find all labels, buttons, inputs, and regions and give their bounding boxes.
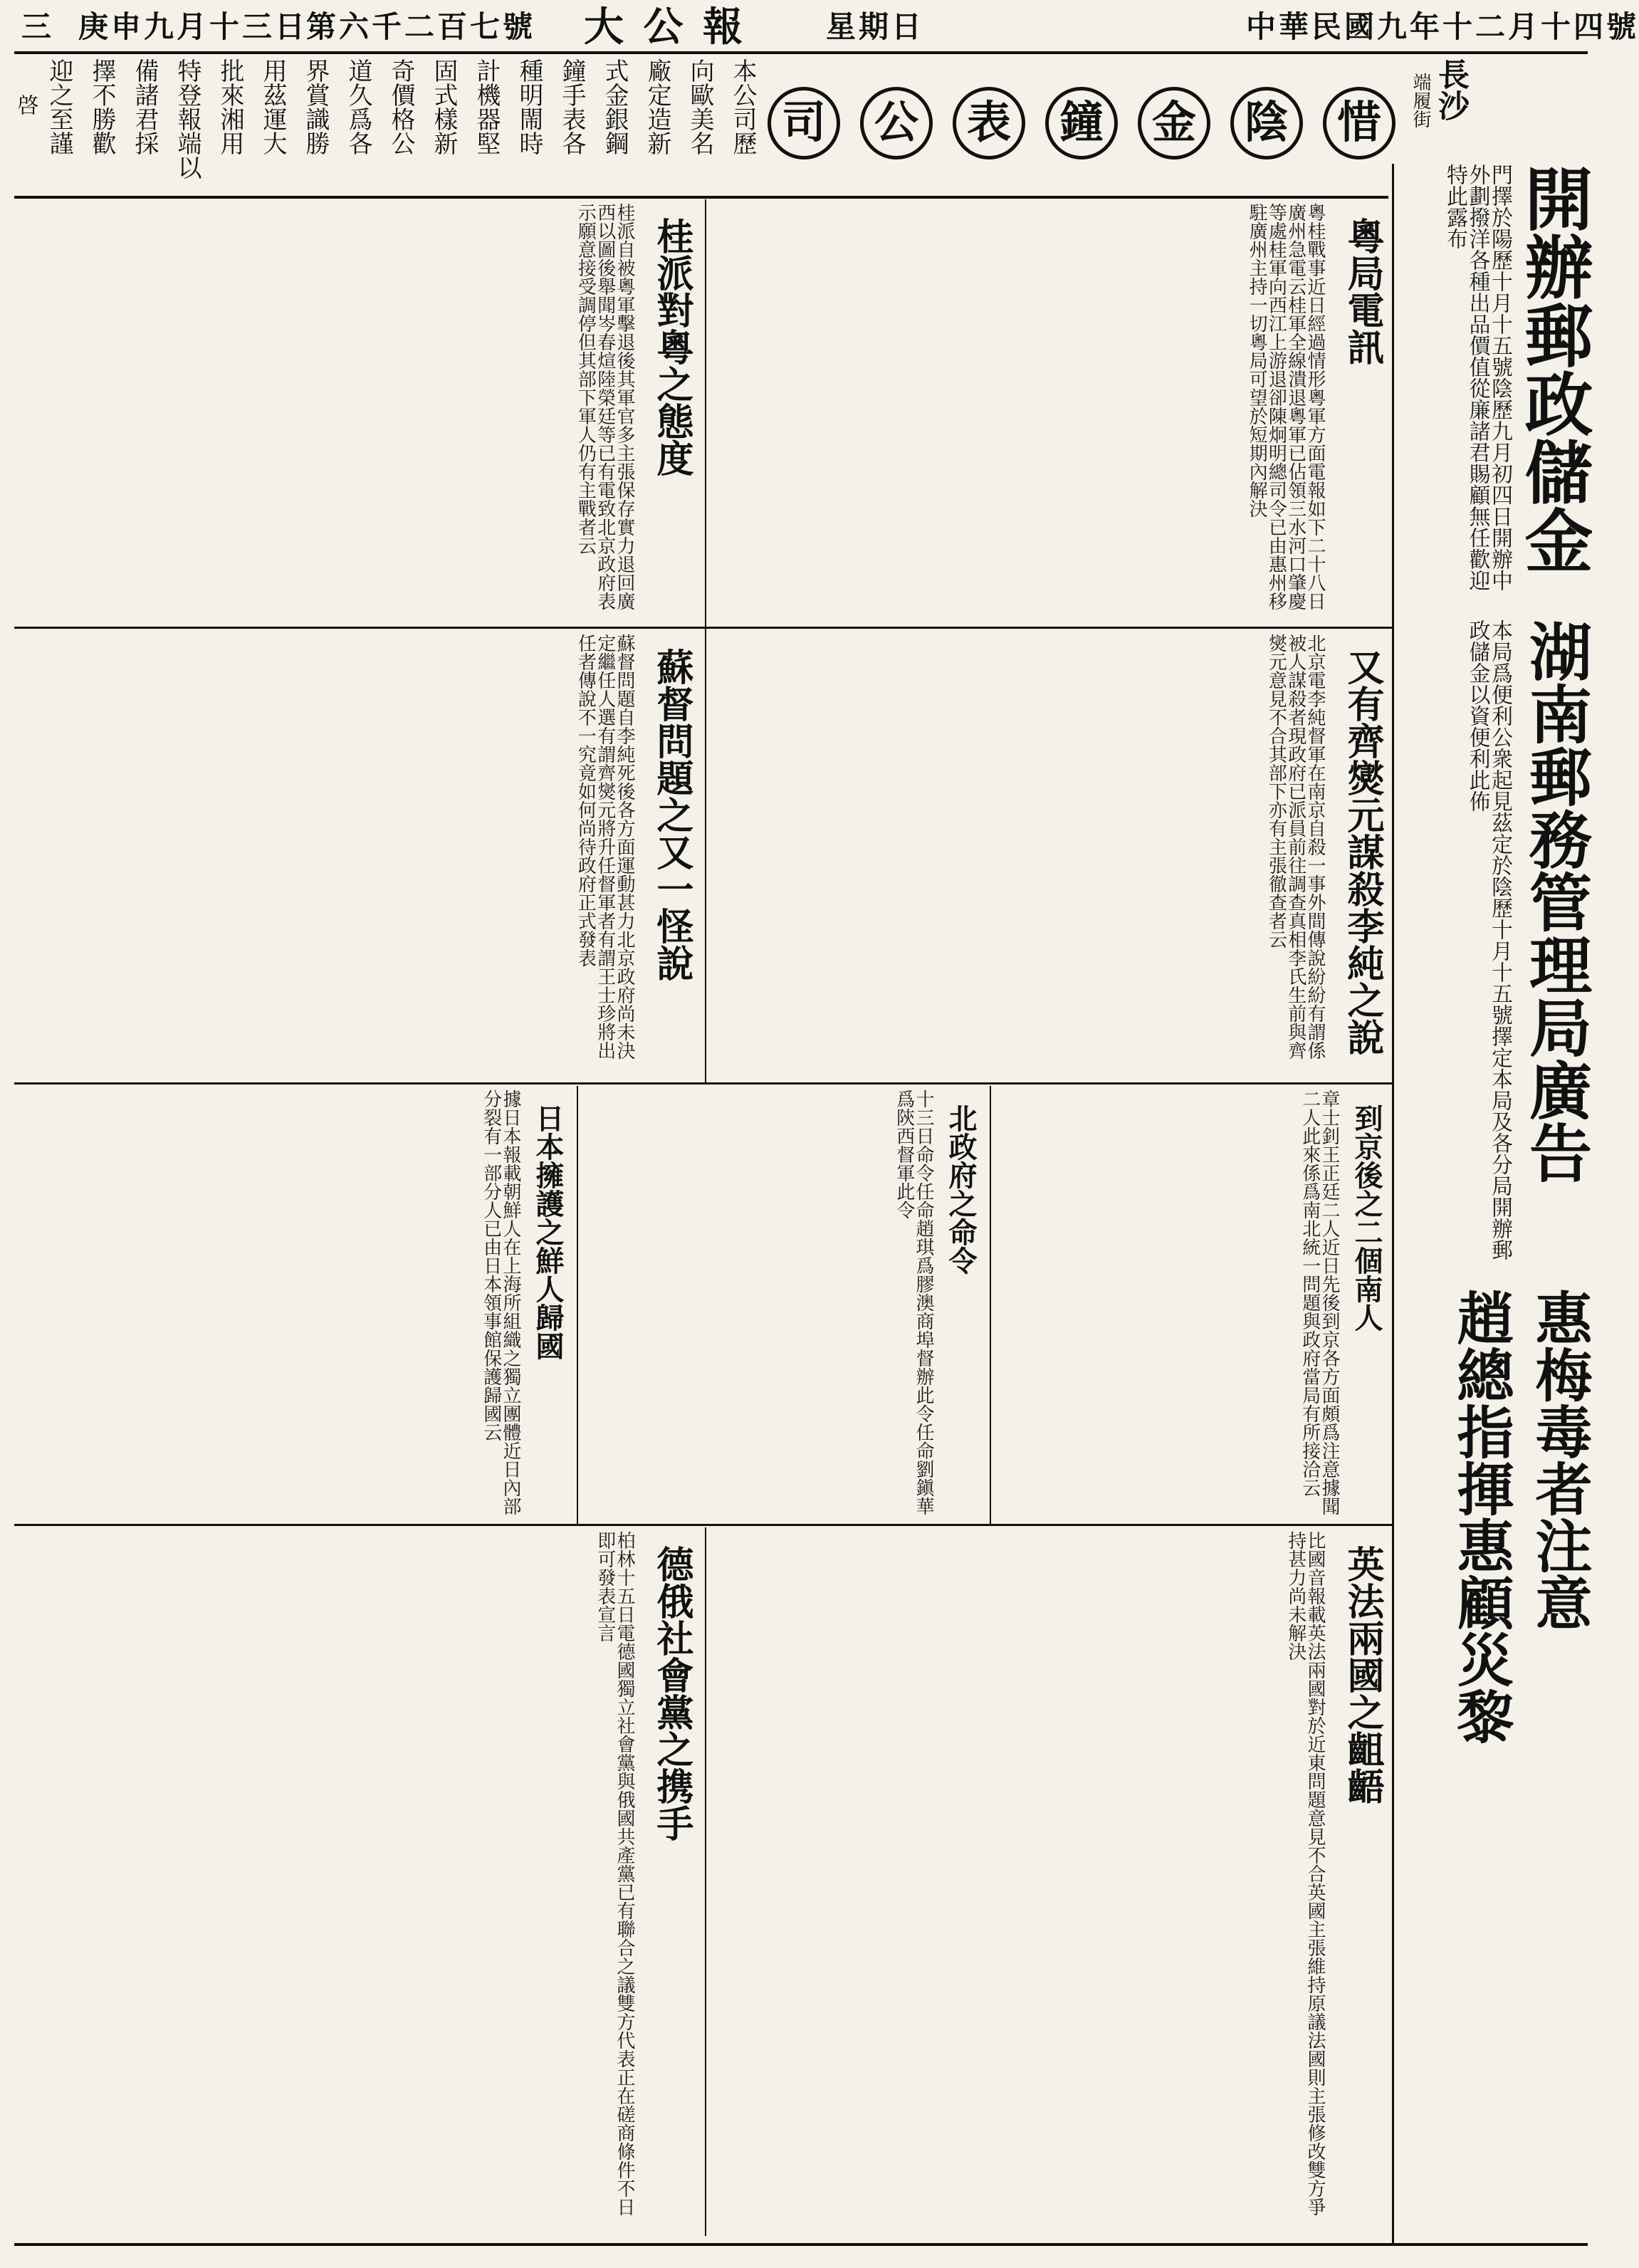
ad-banner (14, 58, 1467, 194)
ad-body-col: 廠定造新 (643, 58, 671, 155)
ad-body-col: 式金銀鋼 (600, 58, 629, 155)
ad-location: 長沙 (1433, 58, 1469, 121)
ad-body-col: 本公司歷 (728, 58, 757, 155)
ad-body-col: 道久爲各 (344, 58, 372, 155)
ad-headline-4: 趙總指揮惠顧災黎 (1447, 1289, 1514, 1745)
ad-body-columns (43, 58, 755, 190)
ad-address: 端履街 (1410, 73, 1431, 128)
article-body: 比國音報載英法兩國對於近東問題意見不合英國主張維持原議法國則主張修改雙方爭持甚力尚未解決 (1284, 1531, 1326, 2216)
article-headline: 蘇督問題之又一怪說 (650, 648, 693, 981)
top-bar-lunar-date: 庚申九月十三日 (78, 9, 308, 44)
ad-body-col: 奇價格公 (387, 58, 415, 155)
ad-body-1: 門擇於陽歷十月十五號陰歷九月初四日開辦中外劃撥洋各種出品價值從廉諸君賜顧無任歡迎特此露布 (1442, 164, 1512, 591)
article-body: 桂派自被粵軍擊退後其軍官多主張保存實力退回廣西以圖後舉聞岑春煊陸榮廷等已有電致北京政府表示願意接受調停但其部下軍人仍有主戰者云 (575, 203, 635, 610)
right-column-divider (1392, 164, 1394, 2243)
ad-char-5: 表 (953, 87, 1025, 160)
article-headline: 英法兩國之齟齬 (1341, 1545, 1384, 1804)
top-bar-weekday: 星期日 (826, 9, 925, 44)
right-ad-column (1397, 164, 1594, 2243)
article-gui (14, 203, 698, 623)
article-body: 粵桂戰事近日經過情形粵軍方面電報如下二十八日廣州急電云桂軍全線潰退粵軍已佔領三水河口肇慶等處桂軍向西江上游退卻陳炯明總司令已由惠州移駐廣州主持一切粵局可望於短期內解決 (1246, 203, 1326, 610)
top-rule (14, 51, 1588, 54)
ad-body-col: 迎之至謹 (45, 58, 73, 155)
top-bar-date: 中華民國九年十二月十四號 (1246, 9, 1639, 44)
column-divider (705, 1527, 706, 2236)
article-korean (14, 1089, 570, 1520)
tier-rule-1 (14, 627, 1392, 629)
article-nanren (997, 1089, 1388, 1520)
article-body: 蘇督問題自李純死後各方面運動甚力北京政府尚未決定繼任人選有謂齊爕元將升任督軍者有謂王士珍將出任者傳說不一究竟如何尚待政府正式發表 (575, 634, 635, 1060)
ad-headline-2: 湖南郵務管理局廣告 (1519, 620, 1593, 1183)
article-headline: 又有齊爕元謀殺李純之說 (1341, 648, 1384, 1055)
tier-rule-3 (14, 1524, 1392, 1526)
banner-bottom-rule (14, 196, 1388, 199)
ad-body-col: 鐘手表各 (557, 58, 586, 155)
article-qi (712, 634, 1388, 1079)
article-body: 柏林十五日電德國獨立社會黨與俄國共產黨已有聯合之議雙方代表正在磋商條件不日即可發表宣言 (594, 1531, 635, 2216)
tier-rule-2 (14, 1082, 1392, 1085)
column-divider (705, 199, 706, 1082)
ad-char-4: 鐘 (1045, 87, 1118, 160)
article-headline: 日本擁護之鮮人歸國 (531, 1104, 565, 1360)
ad-char-6: 公 (860, 87, 933, 160)
column-divider (577, 1086, 578, 1524)
ad-headline-3: 惠梅毒者注意 (1526, 1289, 1593, 1631)
ad-body-col: 向歐美名 (686, 58, 714, 155)
ad-body-col: 擇不勝歡 (88, 58, 116, 155)
ad-char-3: 金 (1138, 87, 1210, 160)
article-headline: 德俄社會黨之携手 (650, 1545, 693, 1841)
article-body: 十三日命令任命趙琪爲膠澳商埠督辦此令任命劉鎭華爲陝西督軍此令 (893, 1089, 934, 1515)
top-bar-paper-name: 大 公 報 (584, 4, 745, 51)
article-headline: 粵局電訊 (1341, 217, 1384, 365)
ad-body-col: 特登報端以 (173, 58, 201, 179)
ad-char-2: 陰 (1230, 87, 1303, 160)
ad-body-col: 備諸君採 (130, 58, 159, 155)
article-headline: 北政府之命令 (944, 1104, 978, 1275)
ad-body-2: 本局爲便利公衆起見茲定於陰歷十月十五號擇定本局及各分局開辦郵政儲金以資便利此佈 (1465, 620, 1512, 1260)
ad-body-col: 用茲運大 (258, 58, 287, 155)
article-anglo-french (712, 1531, 1388, 2236)
article-yue (712, 203, 1388, 623)
ad-headline-1: 開辦郵政儲金 (1514, 164, 1594, 574)
article-headline: 到京後之二個南人 (1350, 1104, 1383, 1332)
ad-char-7: 司 (768, 87, 840, 160)
article-su (14, 634, 698, 1079)
article-body: 據日本報載朝鮮人在上海所組織之獨立團體近日內部分裂有一部分人已由日本領事館保護歸國云 (480, 1089, 521, 1515)
article-order (584, 1089, 983, 1520)
ad-body-col: 固式樣新 (429, 58, 458, 155)
ad-body-col: 種明閙時 (515, 58, 543, 155)
ad-char-1: 惜 (1323, 87, 1395, 160)
article-body: 北京電李純督軍在南京自殺一事外間傳說紛紛有謂係被人謀殺者現政府已派員前往調查真相李氏生前與齊爕元意見不合其部下亦有主張徹查者云 (1265, 634, 1326, 1060)
column-divider (990, 1086, 991, 1524)
top-bar-issue: 第六千二百七號 (306, 9, 536, 44)
ad-body-col: 計機器堅 (472, 58, 501, 155)
ad-body-col: 批來湘用 (216, 58, 244, 155)
ad-side-label: 啓 (13, 94, 38, 115)
top-bar-page-number: 三 (21, 9, 55, 44)
article-german-russian (14, 1531, 698, 2236)
article-headline: 桂派對粵之態度 (650, 217, 693, 476)
ad-body-col: 界賞識勝 (301, 58, 330, 155)
article-body: 章士釗王正廷二人近日先後到京各方面頗爲注意據聞二人此來係爲南北統一問題與政府當局有所接洽云 (1299, 1089, 1340, 1515)
bottom-rule (14, 2243, 1588, 2246)
